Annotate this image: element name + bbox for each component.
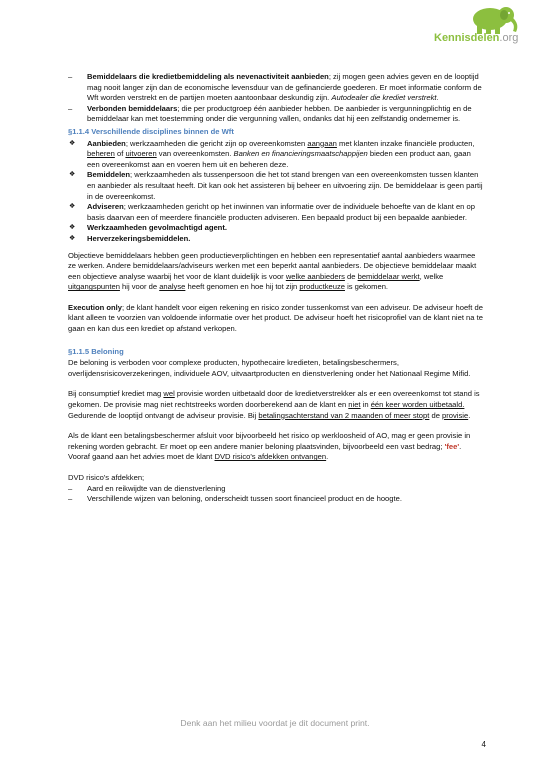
underlined-text: uitgangspunten (68, 282, 120, 292)
term-bold: Werkzaamheden gevolmachtigd agent. (87, 223, 227, 233)
paragraph-text: . (326, 452, 329, 462)
footer-note: Denk aan het milieu voordat je dit document print. (180, 718, 370, 728)
underlined-text: wel (163, 389, 175, 399)
list-item (68, 72, 484, 104)
paragraph-betalingsbeschermer (68, 431, 484, 463)
page-content (68, 72, 484, 505)
term-bold: Bemiddelen (87, 170, 131, 180)
term-bold: Verbonden bemiddelaars (87, 103, 178, 113)
dvd-intro: DVD risico's afdekken; (68, 473, 145, 482)
example-italic: Autodealer die krediet verstrekt (331, 93, 437, 103)
paragraph-text: Gedurende de looptijd ontvangt de adviseur provisie. Bij (68, 410, 259, 420)
paragraph-text: . (468, 410, 471, 420)
term-bold: Bemiddelaars die kredietbemiddeling als nevenactiviteit aanbieden (87, 72, 329, 81)
paragraph-text: de (429, 410, 443, 420)
underlined-text: analyse (159, 282, 186, 292)
list-item (68, 484, 484, 495)
paragraph-text: Bij consumptief krediet mag (68, 389, 164, 399)
item-text: . (436, 93, 439, 103)
list-item (68, 170, 484, 202)
item-text: ; zij mogen geen advies geven en de looptijd mag nooit langer zijn dan de economische levensduur van de gefinancierde goederen. Er moet informatie conform de Wft worden verstrekt en de partijen moeten aantoonbaar deskundig zijn. (87, 72, 482, 103)
item-text: ; die per productgroep één aanbieder hebben. De aanbieder is vergunningplichtig en de bemiddelaar kan met toestemming onder die vergunning vallen, ondanks dat hij een zelfstandig ondernemer is. (87, 103, 472, 124)
paragraph-text: , welke (419, 271, 444, 281)
paragraph-beloning: De beloning is verboden voor complexe producten, hypothecaire kredieten, betalingsbeschermers, overlijdensrisicoverzekeringen, individuele AOV, uitvaartproducten en dienstverlening onder het Nationaal Regime Mifid. (68, 358, 471, 378)
paragraph-text: Als de klant een betalingsbeschermer afsluit voor bijvoorbeeld het risico op werkloosheid of AO, mag er geen provisie in rekening worden gebracht. Er moet op een andere manier beloning plaatsvinden, bijvoorbeeld een vast bedrag; (68, 431, 471, 451)
item-text: bieden een product aan, gaan een overeenkomst aan en voeren hem uit en beheren deze. (87, 149, 471, 169)
paragraph-text: . Vooraf gaand aan het advies moet de klant (68, 441, 462, 462)
underlined-text: aangaan (307, 138, 337, 148)
underlined-text: productkeuze (299, 282, 345, 292)
list-item (68, 139, 484, 171)
fee-highlight: 'fee' (444, 441, 460, 451)
section-heading: §1.1.4 Verschillende disciplines binnen de Wft (68, 126, 234, 136)
list-item (68, 202, 484, 223)
paragraph-text: provisie worden uitbetaald door de kredietverstrekker als er een overeenkomst tot stand is gekomen. De provisie mag niet rechtstreeks worden doorberekend aan de klant en (68, 389, 480, 410)
paragraph-objective (68, 251, 484, 293)
term-bold: Adviseren (87, 202, 124, 212)
paragraph-execution-only (68, 303, 484, 335)
diamond-bullet-icon: ❖ (69, 139, 76, 147)
list-item (68, 494, 484, 505)
paragraph-text: de (344, 271, 358, 281)
paragraph-text: in (360, 400, 371, 410)
paragraph-text: is gekomen. (344, 282, 389, 292)
section-heading: §1.1.5 Beloning (68, 346, 124, 356)
diamond-bullet-icon: ❖ (69, 234, 76, 242)
underlined-text: één keer worden uitbetaald. (370, 400, 465, 410)
list-item (68, 223, 484, 234)
underlined-text: uitvoeren (125, 149, 157, 159)
item-text: Verschillende wijzen van beloning, onderscheidt tussen soort financieel product en de hoogte. (87, 494, 402, 504)
kennisdelen-logo[interactable] (420, 4, 532, 48)
term-bold: Herverzekeringsbemiddelen. (87, 233, 191, 243)
underlined-text: provisie (442, 410, 469, 420)
diamond-bullet-icon: ❖ (69, 203, 76, 211)
elephant-icon (420, 4, 532, 34)
diamond-bullet-icon: ❖ (69, 171, 76, 179)
paragraph-text: heeft genomen en hoe hij tot zijn (185, 282, 300, 292)
underlined-text: welke aanbieders (285, 271, 345, 281)
item-text: Aard en reikwijdte van de dienstverlening (87, 483, 226, 493)
paragraph-text: Objectieve bemiddelaars hebben geen productieverplichtingen en hebben een representatief aantal aanbieders waarmee ze werken. Andere bemiddelaars/adviseurs werken met een beperkt aantal aanbieders. De objectieve bemiddelaar maakt een objectieve analyse waarbij het voor de klant duidelijk is voor (68, 250, 477, 281)
example-italic: Banken en financieringsmaatschappijen (233, 149, 368, 159)
logo-wordmark: Kennisdelen.org (434, 32, 519, 44)
paragraph-consumptief-krediet (68, 389, 484, 421)
underlined-text: niet (348, 400, 361, 410)
paragraph-text: hij voor de (119, 282, 160, 292)
term-bold: Aanbieden (87, 138, 126, 148)
dash-bullet: – (68, 494, 73, 504)
diamond-bullet-icon: ❖ (69, 224, 76, 232)
underlined-text: bemiddelaar werkt (357, 271, 420, 281)
underlined-text: DVD risico's afdekken ontvangen (214, 452, 327, 462)
dash-bullet: – (68, 103, 73, 113)
paragraph-text: ; de klant handelt voor eigen rekening en risico zonder tussenkomst van een adviseur. De adviseur hoeft de klant alleen te voorzien van voldoende informatie over het product. De adviseur hoeft het risicoprofiel van de klant niet na te gaan en kan dus een krediet op afstand verkopen. (68, 302, 483, 334)
item-text: ; werkzaamheden die gericht zijn op overeenkomsten (125, 138, 308, 148)
list-item (68, 234, 484, 245)
item-text: ; werkzaamheden gericht op het inwinnen van informatie over de individuele behoefte van de klant en op basis daarvan een of meerdere financiële producten adviseren. Een bepaald product bij een bepaalde aanbieder. (87, 202, 475, 222)
item-text: ; werkzaamheden als tussenpersoon die het tot stand brengen van een overeenkomsten tussen klanten en aanbieder als resultaat heeft. Dit kan ook het assisteren bij beheer en uitvoering zijn. De bemiddelaar is geen partij in de overeenkomst. (87, 170, 483, 201)
item-text: met klanten inzake financiële producten, (336, 138, 475, 148)
term-bold: Execution only (68, 302, 123, 312)
dash-bullet: – (68, 483, 73, 493)
item-text: van overeenkomsten. (156, 149, 234, 159)
item-text: of (114, 149, 126, 159)
list-item (68, 104, 484, 125)
underlined-text: beheren (87, 149, 115, 159)
page-number: 4 (481, 740, 486, 749)
dash-bullet: – (68, 72, 73, 81)
underlined-text: betalingsachterstand van 2 maanden of meer stopt (258, 410, 430, 420)
